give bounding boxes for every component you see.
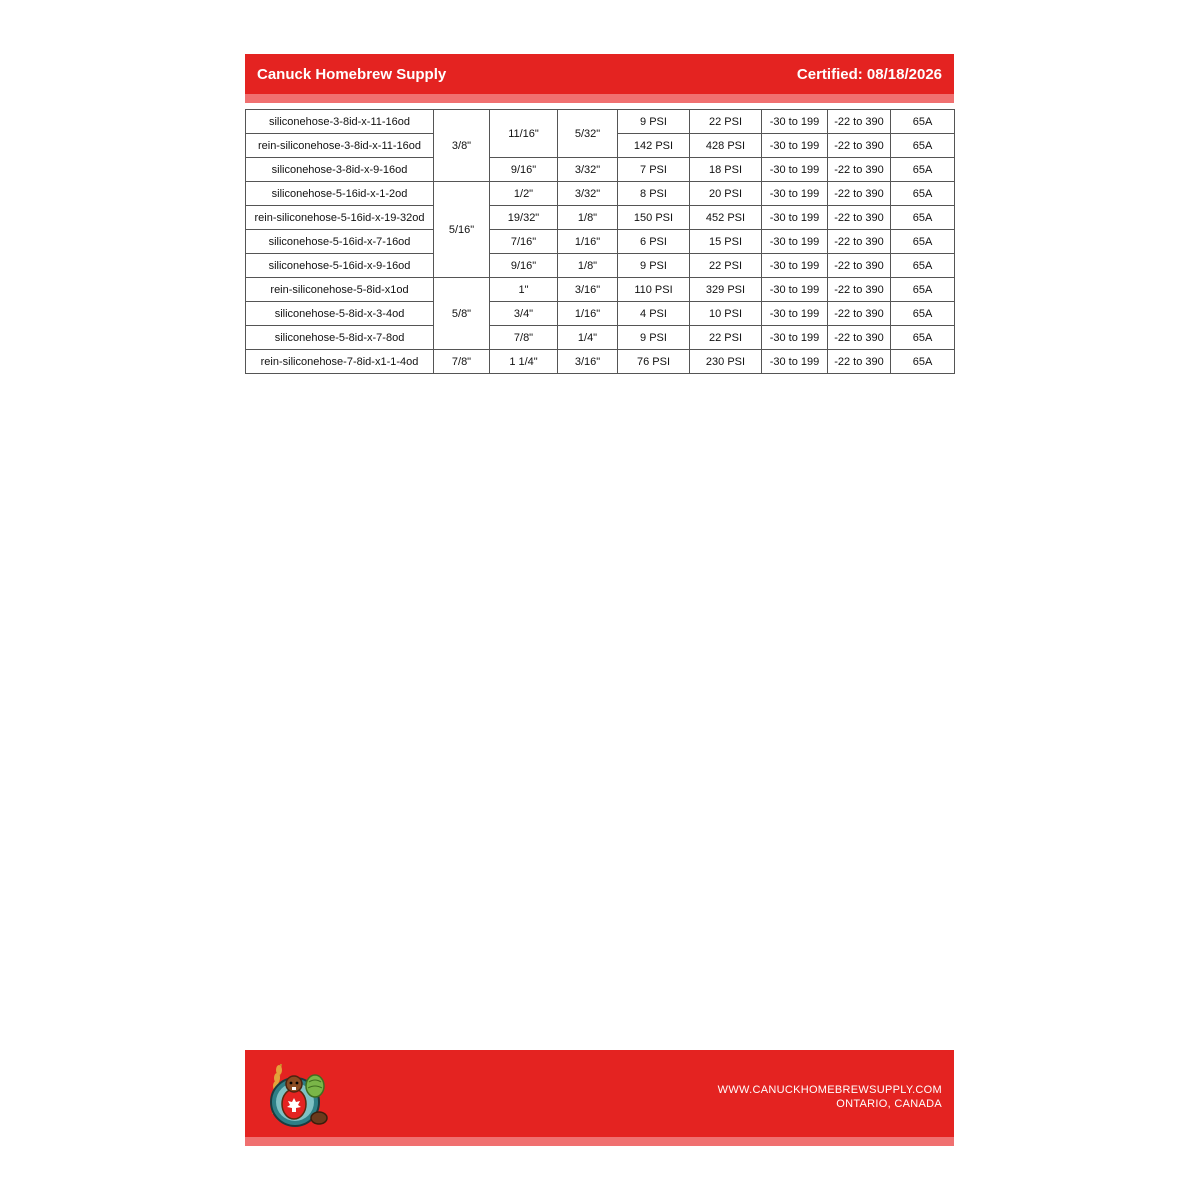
temp-f-cell: -22 to 390: [828, 206, 891, 230]
temp-c-cell: -30 to 199: [762, 230, 828, 254]
outer-diameter-cell: 1 1/4": [490, 350, 558, 374]
header-stripe: [245, 94, 954, 103]
part-name-cell: siliconehose-3-8id-x-11-16od: [246, 110, 434, 134]
outer-diameter-cell: 9/16": [490, 254, 558, 278]
hardness-cell: 65A: [891, 302, 955, 326]
temp-f-cell: -22 to 390: [828, 278, 891, 302]
temp-f-cell: -22 to 390: [828, 230, 891, 254]
inner-diameter-cell: 7/8": [434, 350, 490, 374]
table-row: [246, 302, 955, 326]
part-name-cell: siliconehose-5-8id-x-7-8od: [246, 326, 434, 350]
wall-thickness-cell: 1/8": [558, 206, 618, 230]
temp-f-cell: -22 to 390: [828, 302, 891, 326]
wall-thickness-cell: 5/32": [558, 110, 618, 158]
temp-c-cell: -30 to 199: [762, 350, 828, 374]
hardness-cell: 65A: [891, 230, 955, 254]
burst-pressure-cell: 22 PSI: [690, 110, 762, 134]
temp-c-cell: -30 to 199: [762, 206, 828, 230]
temp-f-cell: -22 to 390: [828, 326, 891, 350]
part-name-cell: rein-siliconehose-5-16id-x-19-32od: [246, 206, 434, 230]
wall-thickness-cell: 3/16": [558, 278, 618, 302]
table-row: [246, 206, 955, 230]
outer-diameter-cell: 7/16": [490, 230, 558, 254]
inner-diameter-cell: 3/8": [434, 110, 490, 182]
company-name: Canuck Homebrew Supply: [257, 65, 447, 83]
working-pressure-cell: 9 PSI: [618, 110, 690, 134]
working-pressure-cell: 4 PSI: [618, 302, 690, 326]
wall-thickness-cell: 1/16": [558, 230, 618, 254]
part-name-cell: rein-siliconehose-7-8id-x1-1-4od: [246, 350, 434, 374]
hose-spec-table: [245, 109, 955, 374]
burst-pressure-cell: 10 PSI: [690, 302, 762, 326]
page-footer: [245, 1050, 954, 1137]
page-header: [245, 54, 954, 94]
part-name-cell: siliconehose-3-8id-x-9-16od: [246, 158, 434, 182]
outer-diameter-cell: 11/16": [490, 110, 558, 158]
wall-thickness-cell: 1/4": [558, 326, 618, 350]
temp-c-cell: -30 to 199: [762, 158, 828, 182]
temp-c-cell: -30 to 199: [762, 182, 828, 206]
hardness-cell: 65A: [891, 158, 955, 182]
temp-f-cell: -22 to 390: [828, 158, 891, 182]
table-row: [246, 158, 955, 182]
part-name-cell: siliconehose-5-16id-x-9-16od: [246, 254, 434, 278]
part-name-cell: rein-siliconehose-3-8id-x-11-16od: [246, 134, 434, 158]
table-row: [246, 182, 955, 206]
outer-diameter-cell: 9/16": [490, 158, 558, 182]
hardness-cell: 65A: [891, 182, 955, 206]
temp-c-cell: -30 to 199: [762, 254, 828, 278]
outer-diameter-cell: 7/8": [490, 326, 558, 350]
table-row: [246, 230, 955, 254]
temp-f-cell: -22 to 390: [828, 182, 891, 206]
footer-stripe: [245, 1137, 954, 1146]
certified-date: Certified: 08/18/2026: [796, 65, 942, 83]
burst-pressure-cell: 452 PSI: [690, 206, 762, 230]
burst-pressure-cell: 18 PSI: [690, 158, 762, 182]
working-pressure-cell: 110 PSI: [618, 278, 690, 302]
part-name-cell: siliconehose-5-16id-x-1-2od: [246, 182, 434, 206]
working-pressure-cell: 9 PSI: [618, 326, 690, 350]
outer-diameter-cell: 1": [490, 278, 558, 302]
part-name-cell: rein-siliconehose-5-8id-x1od: [246, 278, 434, 302]
temp-c-cell: -30 to 199: [762, 326, 828, 350]
burst-pressure-cell: 329 PSI: [690, 278, 762, 302]
working-pressure-cell: 9 PSI: [618, 254, 690, 278]
working-pressure-cell: 142 PSI: [618, 134, 690, 158]
location-text: ONTARIO, CANADA: [836, 1098, 942, 1110]
wall-thickness-cell: 3/32": [558, 182, 618, 206]
wall-thickness-cell: 1/16": [558, 302, 618, 326]
working-pressure-cell: 76 PSI: [618, 350, 690, 374]
hardness-cell: 65A: [891, 206, 955, 230]
burst-pressure-cell: 230 PSI: [690, 350, 762, 374]
burst-pressure-cell: 15 PSI: [690, 230, 762, 254]
hardness-cell: 65A: [891, 134, 955, 158]
website-text: WWW.CANUCKHOMEBREWSUPPLY.COM: [717, 1084, 942, 1096]
outer-diameter-cell: 19/32": [490, 206, 558, 230]
table-row: [246, 110, 955, 134]
wall-thickness-cell: 3/32": [558, 158, 618, 182]
hardness-cell: 65A: [891, 350, 955, 374]
burst-pressure-cell: 20 PSI: [690, 182, 762, 206]
burst-pressure-cell: 22 PSI: [690, 254, 762, 278]
outer-diameter-cell: 1/2": [490, 182, 558, 206]
temp-f-cell: -22 to 390: [828, 110, 891, 134]
part-name-cell: siliconehose-5-16id-x-7-16od: [246, 230, 434, 254]
footer-contact: [718, 1083, 942, 1111]
working-pressure-cell: 150 PSI: [618, 206, 690, 230]
working-pressure-cell: 6 PSI: [618, 230, 690, 254]
table-row: [246, 278, 955, 302]
temp-c-cell: -30 to 199: [762, 134, 828, 158]
wall-thickness-cell: 3/16": [558, 350, 618, 374]
inner-diameter-cell: 5/8": [434, 278, 490, 350]
temp-c-cell: -30 to 199: [762, 110, 828, 134]
burst-pressure-cell: 22 PSI: [690, 326, 762, 350]
working-pressure-cell: 8 PSI: [618, 182, 690, 206]
table-row: [246, 254, 955, 278]
working-pressure-cell: 7 PSI: [618, 158, 690, 182]
beaver-maple-leaf-logo-icon: [259, 1056, 335, 1132]
table-row: [246, 326, 955, 350]
hardness-cell: 65A: [891, 278, 955, 302]
temp-f-cell: -22 to 390: [828, 134, 891, 158]
spec-sheet-page: [245, 54, 954, 374]
hardness-cell: 65A: [891, 110, 955, 134]
burst-pressure-cell: 428 PSI: [690, 134, 762, 158]
table-row: [246, 350, 955, 374]
hardness-cell: 65A: [891, 254, 955, 278]
inner-diameter-cell: 5/16": [434, 182, 490, 278]
temp-c-cell: -30 to 199: [762, 302, 828, 326]
wall-thickness-cell: 1/8": [558, 254, 618, 278]
hardness-cell: 65A: [891, 326, 955, 350]
temp-f-cell: -22 to 390: [828, 254, 891, 278]
temp-f-cell: -22 to 390: [828, 350, 891, 374]
part-name-cell: siliconehose-5-8id-x-3-4od: [246, 302, 434, 326]
outer-diameter-cell: 3/4": [490, 302, 558, 326]
temp-c-cell: -30 to 199: [762, 278, 828, 302]
